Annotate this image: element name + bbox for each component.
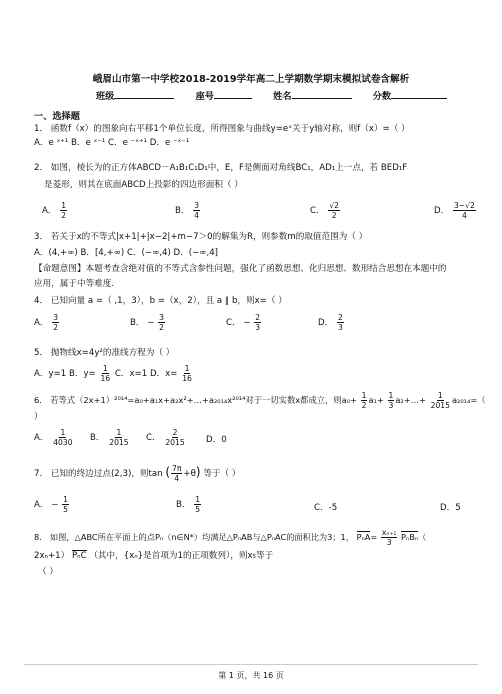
q3-stem: 3． 若关于x的不等式|x+1|+|x−2|+m−7＞0的解集为R，则参数m的取值范围为（ ） <box>34 232 368 242</box>
q2-b-num: 3 <box>194 201 200 210</box>
q6-b-num: 1 <box>116 428 122 437</box>
q4-stem: 4． 已知向量 a =（ ,1，3），b =（x，2），且 a ∥ b，则x=（ ） <box>34 296 287 306</box>
q6-a-label: A． <box>34 433 49 443</box>
q7-b-num: 1 <box>195 495 201 504</box>
q6-c-num: 2 <box>172 428 178 437</box>
q4-c-frac <box>254 313 261 332</box>
q5-d-num: 1 <box>184 364 190 373</box>
q8-vector-pna: PₙA <box>356 532 371 542</box>
q4-d-label: D． <box>318 318 334 328</box>
q6-d2: 3 <box>388 401 394 410</box>
q8-stem-2 <box>34 549 273 561</box>
score-blank[interactable] <box>391 89 447 99</box>
q5-b-frac <box>99 364 111 383</box>
q6-d1: 2 <box>361 401 367 410</box>
q8-stem-start: 8． 如图，△ABC所在平面上的点Pₙ（n∈N*）均满足△PₙAB与△PₙAC的面积比为3；1， <box>34 532 354 542</box>
q6-a-frac <box>52 428 73 447</box>
q8-equals: = <box>370 532 378 542</box>
q4-option-a <box>34 313 60 332</box>
q2-c-num: √2 <box>329 201 340 210</box>
q2-option-c <box>310 201 341 220</box>
q7-a-num: 1 <box>63 495 68 504</box>
q6-stem-mid: a₁+ <box>368 395 384 405</box>
q6-n2: 1 <box>388 391 394 400</box>
q5-ab-label: A．y=1 B．y= <box>34 369 96 379</box>
q2-a-label: A． <box>42 206 57 216</box>
q8-frac-num: xₙ₊₁ <box>381 528 397 537</box>
q7-open-paren: ( <box>165 465 171 479</box>
q6-b-label: B． <box>90 433 105 443</box>
q6-d3: 2015 <box>430 401 450 410</box>
q3-note-2: 应用，属于中等难度. <box>34 279 115 289</box>
q6-option-d: D．0 <box>206 435 227 445</box>
q6-stem <box>34 391 486 410</box>
q2-b-den: 4 <box>194 211 200 220</box>
seat-label: 座号 <box>195 91 214 102</box>
q6-stem-mid2: a₂+…+ <box>395 395 426 405</box>
q4-c-den: 3 <box>255 323 261 332</box>
q5-b-den: 16 <box>100 374 111 383</box>
page-footer: 第 1 页，共 16 页 <box>0 670 502 681</box>
q7-b-label: B． <box>176 500 191 510</box>
seat-blank[interactable] <box>214 89 252 99</box>
q7-b-frac <box>194 495 201 514</box>
q8-tail: （ <box>418 532 427 542</box>
q6-frac-3 <box>430 391 451 410</box>
name-blank[interactable] <box>292 89 352 99</box>
q6-c-label: C． <box>146 433 161 443</box>
q2-a-den: 2 <box>61 211 67 220</box>
q8-stem-3: （其中，{xₙ}是首项为1的正项数列），则x₅等于 <box>89 551 274 561</box>
q4-d-den: 3 <box>337 323 343 332</box>
q6-stem-end: a₂₀₁₄=（ <box>451 395 486 405</box>
q2-option-d <box>434 201 477 220</box>
q6-c-den: 2015 <box>165 438 185 447</box>
q2-c-den: 2 <box>331 211 337 220</box>
q5-options <box>34 364 194 383</box>
q8-stem <box>34 528 426 547</box>
q7-option-a <box>34 495 70 514</box>
q4-b-den: 2 <box>159 323 164 332</box>
q4-a-num: 3 <box>53 313 59 322</box>
q1-options: A．e ˣ⁺¹ B．e ˣ⁻¹ C．e ⁻ˣ⁺¹ D．e ⁻ˣ⁻¹ <box>34 138 190 148</box>
q4-d-num: 2 <box>337 313 343 322</box>
q4-b-label: B． − <box>130 318 155 328</box>
q2-a-num: 1 <box>61 201 67 210</box>
document-title: 峨眉山市第一中学校2018-2019学年高二上学期数学期末模拟试卷含解析 <box>92 74 410 85</box>
q5-b-num: 1 <box>102 364 108 373</box>
q8-frac <box>381 528 398 547</box>
q7-stem-end: 等于（ ） <box>203 469 241 479</box>
q7-option-d: D．5 <box>440 503 461 513</box>
q6-close-paren: ） <box>34 412 43 422</box>
q2-option-a <box>42 201 68 220</box>
q7-stem-start: 7． 已知的终边过点(2,3)，则tan <box>34 469 163 479</box>
q4-c-label: C． − <box>226 318 251 328</box>
q6-b-den: 2015 <box>109 438 129 447</box>
q1-stem: 1． 函数f（x）的图象向右平移1个单位长度，所得图象与曲线y=eˣ关于y轴对称，则f（x）=（ ） <box>34 124 410 134</box>
q2-a-frac <box>60 201 67 220</box>
q7-a-label: A． − <box>34 500 59 510</box>
q6-frac-2 <box>388 391 395 410</box>
q5-stem: 5． 抛物线x=4y²的准线方程为（ ） <box>34 348 175 358</box>
q7-plus-theta: +θ <box>183 469 196 479</box>
q3-note: 【命题意图】本题考查含绝对值的不等式含参性问题，强化了函数思想、化归思想、数形结合思想在本题中的 <box>34 264 447 274</box>
class-label: 班级 <box>96 91 115 102</box>
q6-option-c <box>146 428 187 447</box>
q4-c-num: 2 <box>255 313 261 322</box>
q4-option-d <box>318 313 345 332</box>
q2-stem-2: 是菱形，则其在底面ABCD上投影的四边形面积（ ） <box>44 180 243 190</box>
q6-option-b <box>90 428 131 447</box>
q6-c-frac <box>164 428 185 447</box>
q2-c-frac <box>328 201 340 220</box>
q4-b-frac <box>158 313 165 332</box>
q2-b-label: B． <box>175 206 190 216</box>
q7-option-b <box>176 495 202 514</box>
q8-vector-pnc: PₙC <box>71 551 87 561</box>
section-heading: 一、选择题 <box>34 111 80 122</box>
q2-d-label: D． <box>434 206 450 216</box>
score-label: 分数 <box>372 91 392 102</box>
q7-a-frac <box>62 495 69 514</box>
q2-d-den: 4 <box>461 211 467 220</box>
q6-stem-start: 6． 若等式（2x+1）²⁰¹⁴=a₀+a₁x+a₂x²+…+a₂₀₁₄x²⁰¹⁴对于一切实数x都成立，则a₀+ <box>34 395 357 405</box>
q6-n1: 1 <box>361 391 367 400</box>
q8-vector-pnbn: PₙBₙ <box>401 532 419 542</box>
q4-option-c <box>226 313 262 332</box>
q4-a-frac <box>52 313 59 332</box>
q4-a-label: A． <box>34 318 49 328</box>
q7-option-c: C．-5 <box>314 503 338 513</box>
student-info-row <box>96 88 436 102</box>
q2-d-num: 3−√2 <box>453 201 475 210</box>
q6-a-den: 4030 <box>53 438 73 447</box>
q2-stem: 2． 如图，棱长为的正方体ABCD－A₁B₁C₁D₁中，E，F是侧面对角线BC₁，AD₁上一点，若 BED₁F <box>34 163 408 173</box>
q8-stem-2-start: 2xₙ+1） <box>34 551 70 561</box>
q2-b-frac <box>193 201 200 220</box>
q4-d-frac <box>337 313 344 332</box>
q6-frac-1 <box>361 391 368 410</box>
class-blank[interactable] <box>114 89 174 99</box>
q7-inner-num: 7π <box>172 464 182 473</box>
q2-option-b <box>175 201 201 220</box>
q3-options: A．(4,+∞) B．[4,+∞) C．(−∞,4) D．(−∞,4] <box>34 248 219 258</box>
q4-option-b <box>130 313 166 332</box>
q7-stem <box>34 464 240 483</box>
q7-close-paren: ) <box>195 465 201 479</box>
q7-a-den: 5 <box>63 505 68 514</box>
q7-b-den: 5 <box>195 505 201 514</box>
q7-inner-frac <box>171 464 182 483</box>
q5-d-frac <box>181 364 193 383</box>
q6-b-frac <box>108 428 129 447</box>
name-label: 姓名 <box>273 91 292 102</box>
q7-inner-den: 4 <box>174 474 180 483</box>
q5-d-den: 16 <box>182 374 192 383</box>
q4-a-den: 2 <box>53 323 59 332</box>
q8-frac-den: 3 <box>386 538 392 547</box>
q8-answer-paren: （ ） <box>38 567 58 577</box>
q5-cd-label: C．x=1 D．x= <box>114 369 178 379</box>
q6-n3: 1 <box>437 391 443 400</box>
q2-d-frac <box>453 201 476 220</box>
q4-b-num: 3 <box>159 313 164 322</box>
q6-option-a <box>34 428 75 447</box>
q6-a-num: 1 <box>60 428 66 437</box>
q2-c-label: C． <box>310 206 325 216</box>
